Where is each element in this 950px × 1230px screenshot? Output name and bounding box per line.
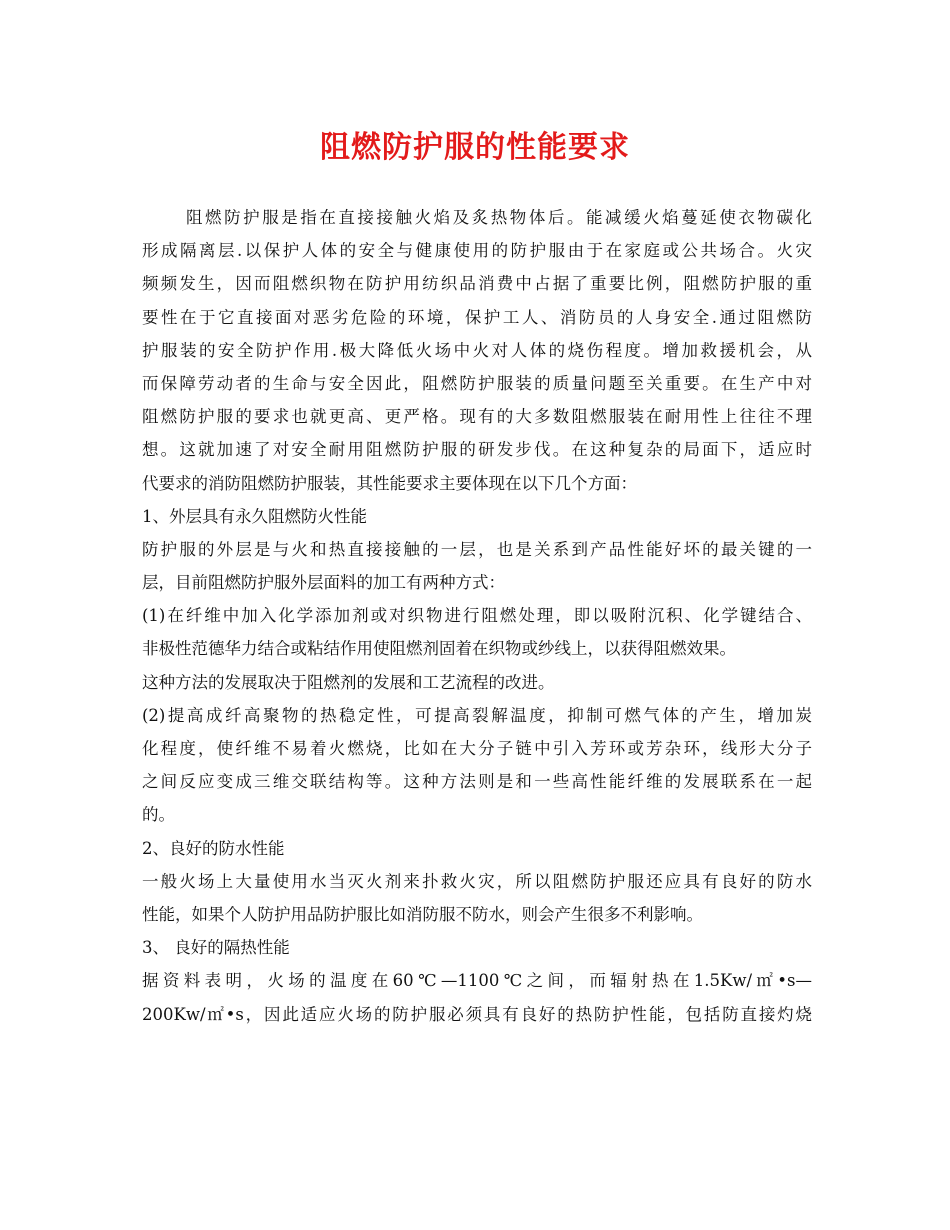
paragraph-line: 200Kw/㎡•s，因此适应火场的防护服必须具有良好的热防护性能，包括防直接灼烧 [142, 1004, 812, 1024]
section-heading: 1、外层具有永久阻燃防火性能 [142, 506, 367, 526]
paragraph-line: (2)提高成纤高聚物的热稳定性，可提高裂解温度，抑制可燃气体的产生，增加炭 [142, 705, 812, 725]
paragraph-line: 化程度，使纤维不易着火燃烧，比如在大分子链中引入芳环或芳杂环，线形大分子 [142, 739, 812, 758]
document-body [142, 201, 812, 1031]
paragraph-line: 护服装的安全防护作用.极大降低火场中火对人体的烧伤程度。增加救援机会，从 [142, 340, 812, 360]
paragraph-line: 而保障劳动者的生命与安全因此，阻燃防护服装的质量问题至关重要。在生产中对 [142, 373, 812, 393]
paragraph-line: 要性在于它直接面对恶劣危险的环境，保护工人、消防员的人身安全.通过阻燃防 [142, 307, 812, 327]
paragraph-line: 这种方法的发展取决于阻燃剂的发展和工艺流程的改进。 [142, 672, 555, 692]
paragraph-line: 阻燃防护服是指在直接接触火焰及炙热物体后。能减缓火焰蔓延使衣物碳化 [186, 208, 812, 227]
document-title: 阻燃防护服的性能要求 [320, 130, 630, 165]
paragraph-line: 代要求的消防阻燃防护服装，其性能要求主要体现在以下几个方面： [142, 473, 637, 493]
paragraph-line: (1)在纤维中加入化学添加剂或对织物进行阻燃处理，即以吸附沉积、化学键结合、 [142, 606, 812, 626]
section-heading: 2、良好的防水性能 [142, 838, 285, 858]
section-heading: 3、 良好的隔热性能 [142, 938, 290, 958]
paragraph-line: 据资料表明，火场的温度在60℃—1100℃之间，而辐射热在1.5Kw/㎡•s— [142, 971, 812, 991]
paragraph-line: 想。这就加速了对安全耐用阻燃防护服的研发步伐。在这种复杂的局面下，适应时 [142, 440, 812, 460]
paragraph-line: 形成隔离层.以保护人体的安全与健康使用的防护服由于在家庭或公共场合。火灾 [142, 241, 812, 261]
paragraph-line: 非极性范德华力结合或粘结作用使阻燃剂固着在织物或纱线上，以获得阻燃效果。 [142, 639, 736, 659]
paragraph-line: 之间反应变成三维交联结构等。这种方法则是和一些高性能纤维的发展联系在一起 [142, 772, 812, 792]
paragraph-line: 一般火场上大量使用水当灭火剂来扑救火灾，所以阻燃防护服还应具有良好的防水 [142, 871, 812, 891]
paragraph-line: 性能，如果个人防护用品防护服比如消防服不防水，则会产生很多不利影响。 [142, 904, 703, 924]
paragraph-line: 防护服的外层是与火和热直接接触的一层，也是关系到产品性能好坏的最关键的一 [142, 539, 812, 559]
paragraph-line: 阻燃防护服的要求也就更高、更严格。现有的大多数阻燃服装在耐用性上往往不理 [142, 407, 812, 427]
paragraph-line: 层，目前阻燃防护服外层面料的加工有两种方式： [142, 573, 505, 593]
paragraph-line: 频频发生，因而阻燃织物在防护用纺织品消费中占据了重要比例，阻燃防护服的重 [142, 274, 812, 294]
paragraph-line: 的。 [142, 805, 175, 825]
